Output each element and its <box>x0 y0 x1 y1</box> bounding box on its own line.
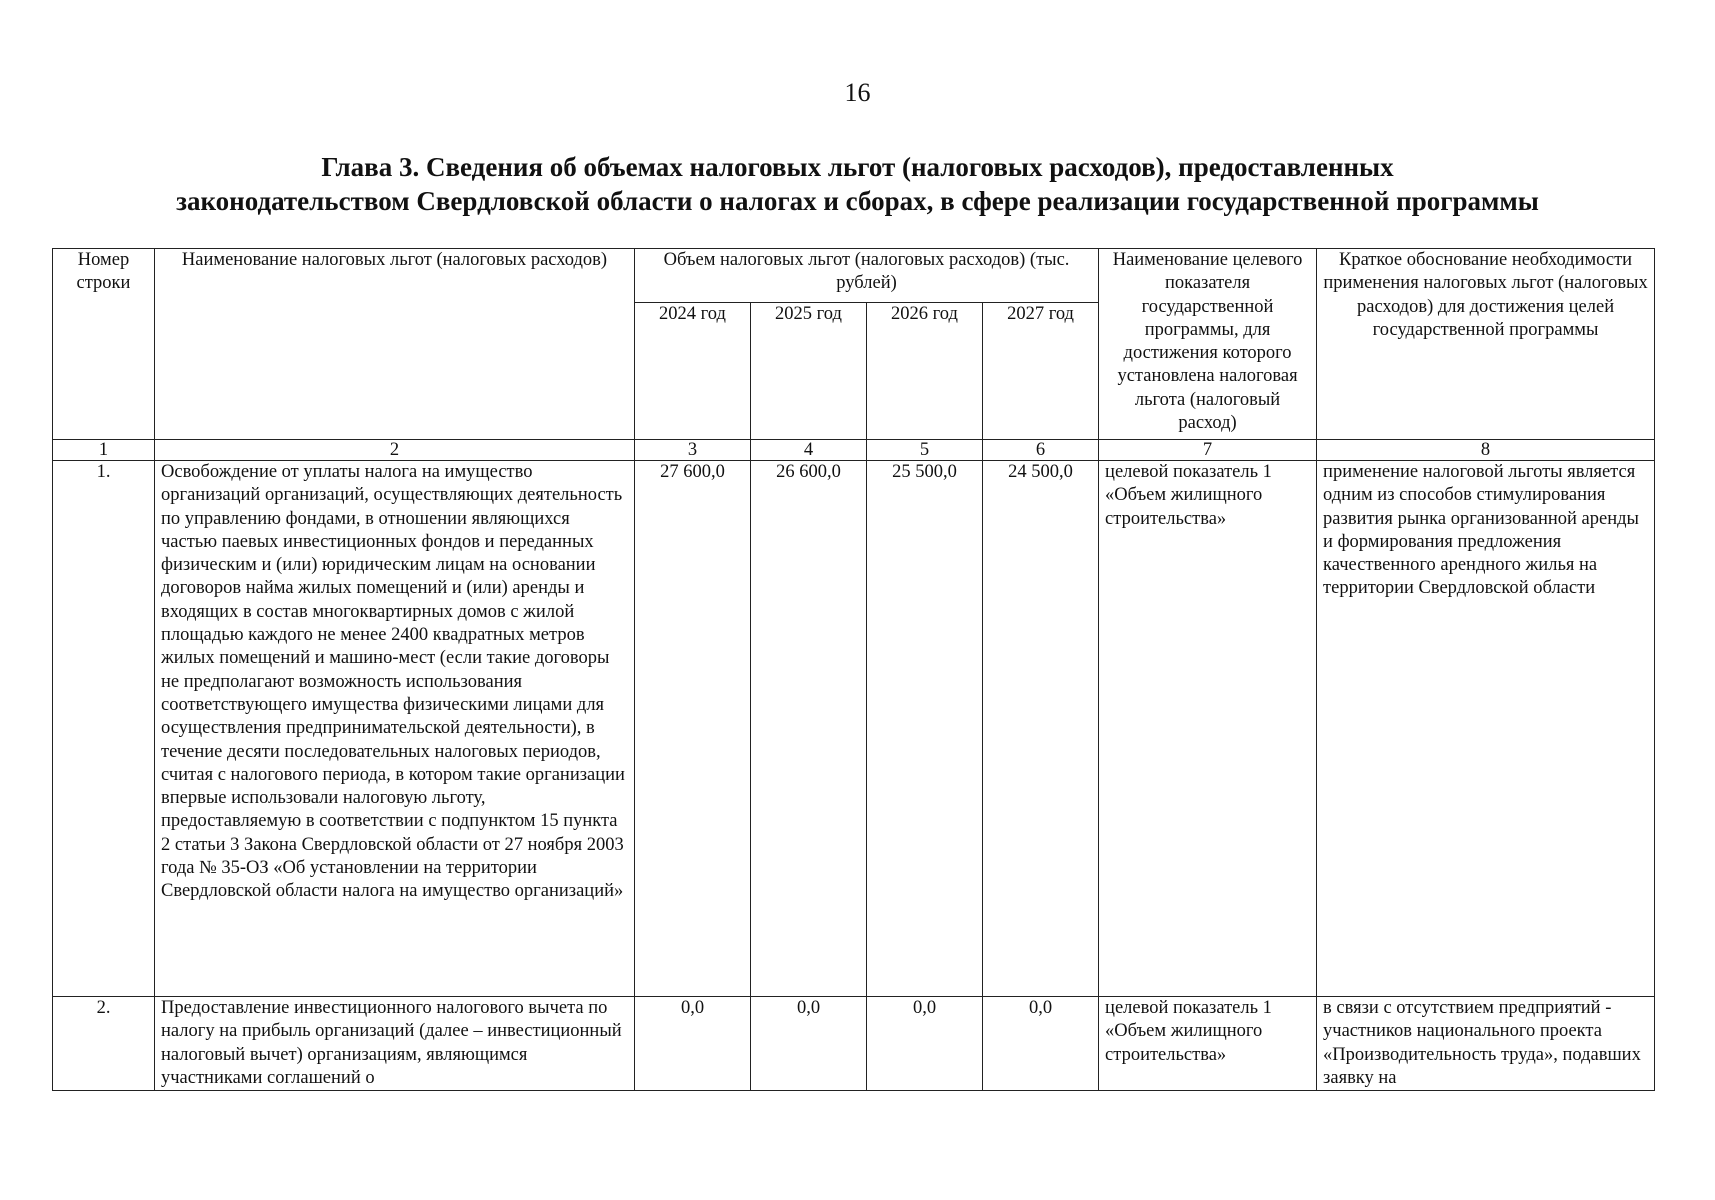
header-benefit-name: Наименование налоговых льгот (налоговых расходов) <box>155 249 635 440</box>
column-number: 8 <box>1317 440 1655 461</box>
justification: применение налоговой льготы является одним из способов стимулирования развития рынка организованной аренды и формирования предложения качественного арендного жилья на территории Свердловской области <box>1317 461 1655 997</box>
column-number: 1 <box>53 440 155 461</box>
header-year-2024: 2024 год <box>635 302 751 439</box>
value-2025: 26 600,0 <box>751 461 867 997</box>
column-number: 6 <box>983 440 1099 461</box>
column-number: 4 <box>751 440 867 461</box>
chapter-title <box>80 150 1635 218</box>
value-2027: 24 500,0 <box>983 461 1099 997</box>
column-number: 3 <box>635 440 751 461</box>
chapter-title-line-1: Глава 3. Сведения об объемах налоговых льгот (налоговых расходов), предоставленных <box>321 152 1394 182</box>
value-2026: 0,0 <box>867 997 983 1091</box>
chapter-title-line-2: законодательством Свердловской области о налогах и сборах, в сфере реализации государственной программы <box>176 186 1539 216</box>
target-indicator: целевой показатель 1 «Объем жилищного строительства» <box>1099 461 1317 997</box>
column-number-row <box>53 440 1655 461</box>
target-indicator: целевой показатель 1 «Объем жилищного строительства» <box>1099 997 1317 1091</box>
value-2024: 27 600,0 <box>635 461 751 997</box>
page-number: 16 <box>844 78 871 107</box>
value-2026: 25 500,0 <box>867 461 983 997</box>
header-target-indicator: Наименование целевого показателя государственной программы, для достижения которого установлена налоговая льгота (налоговый расход) <box>1099 249 1317 440</box>
justification: в связи с отсутствием предприятий - участников национального проекта «Производительность труда», подавших заявку на <box>1317 997 1655 1091</box>
benefit-name: Предоставление инвестиционного налогового вычета по налогу на прибыль организаций (далее – инвестиционный налоговый вычет) организациям, являющимся участниками соглашений о <box>155 997 635 1091</box>
table-row <box>53 461 1655 997</box>
header-year-2027: 2027 год <box>983 302 1099 439</box>
column-number: 7 <box>1099 440 1317 461</box>
value-2025: 0,0 <box>751 997 867 1091</box>
row-number: 2. <box>53 997 155 1091</box>
header-year-2026: 2026 год <box>867 302 983 439</box>
table-row <box>53 997 1655 1091</box>
header-year-2025: 2025 год <box>751 302 867 439</box>
header-row-number: Номер строки <box>53 249 155 440</box>
value-2027: 0,0 <box>983 997 1099 1091</box>
column-number: 5 <box>867 440 983 461</box>
header-justification: Краткое обоснование необходимости применения налоговых льгот (налоговых расходов) для достижения целей государственной программы <box>1317 249 1655 440</box>
value-2024: 0,0 <box>635 997 751 1091</box>
column-number: 2 <box>155 440 635 461</box>
row-number: 1. <box>53 461 155 997</box>
tax-benefits-table <box>52 248 1655 1091</box>
header-volume: Объем налоговых льгот (налоговых расходов) (тыс. рублей) <box>635 249 1099 303</box>
benefit-name: Освобождение от уплаты налога на имущество организаций организаций, осуществляющих деятельность по управлению фондами, в отношении являющихся частью паевых инвестиционных фондов и переданных физическим и (или) юридическим лицам на основании договоров найма жилых помещений и (или) аренды и входящих в состав многоквартирных домов с жилой площадью каждого не менее 2400 квадратных метров жилых помещений и машино-мест (если такие договоры не предполагают возможность использования соответствующего имущества физическими лицами для осуществления предпринимательской деятельности), в течение десяти последовательных налоговых периодов, считая с налогового периода, в котором такие организации впервые использовали налоговую льготу, предоставляемую в соответствии с подпунктом 15 пункта 2 статьи 3 Закона Свердловской области от 27 ноября 2003 года № 35-ОЗ «Об установлении на территории Свердловской области налога на имущество организаций» <box>155 461 635 997</box>
